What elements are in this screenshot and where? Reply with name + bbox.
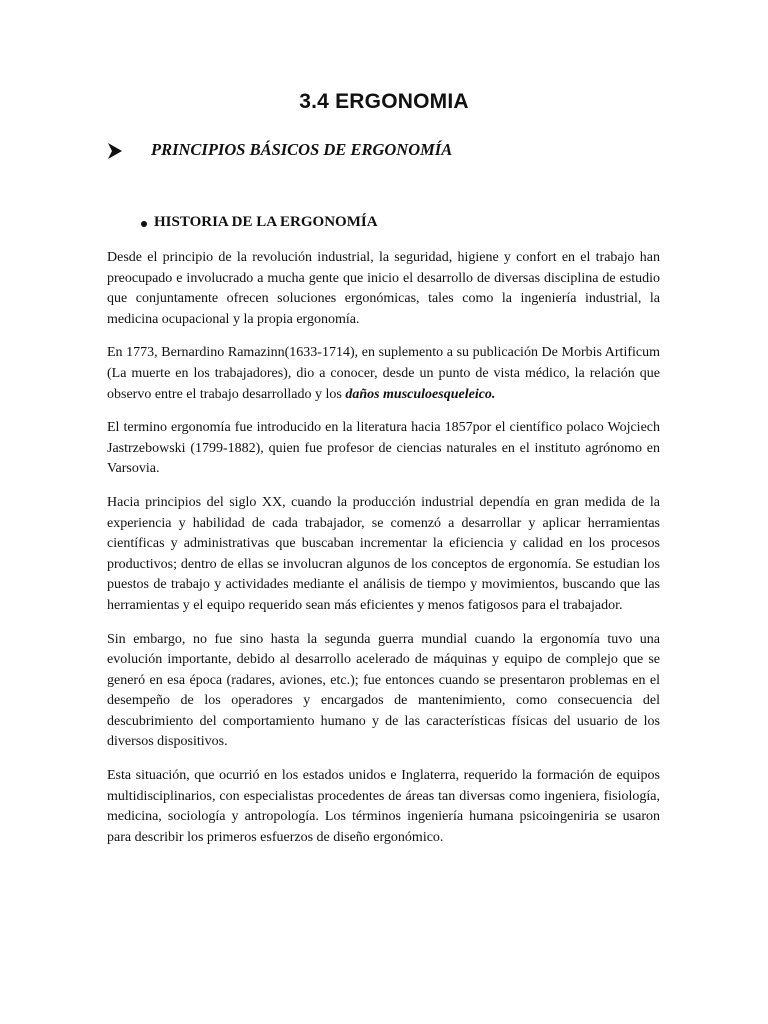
round-bullet-icon <box>141 221 147 227</box>
subheading: PRINCIPIOS BÁSICOS DE ERGONOMÍA <box>151 140 453 159</box>
paragraph-2-text: En 1773, Bernardino Ramazinn(1633-1714), en suplemento a su publicación De Morbis Artificum (La muerte en los trabajadores), dio a conocer, desde un punto de vista médico, la relación que observo entre el trabajo desarrollado y los <box>107 345 660 402</box>
subheading-row <box>107 139 667 165</box>
section-heading-row <box>137 214 637 236</box>
section-heading: HISTORIA DE LA ERGONOMÍA <box>154 214 378 230</box>
paragraph-2 <box>107 343 660 405</box>
paragraph-3: El termino ergonomía fue introducido en la literatura hacia 1857por el científico polaco Wojciech Jastrzebowski (1799-1882), quien fue profesor de ciencias naturales en el instituto agrónomo en Varsovia. <box>107 420 660 477</box>
paragraph-1: Desde el principio de la revolución industrial, la seguridad, higiene y confort en el trabajo han preocupado e involucrado a mucha gente que inicio el desarrollo de diversas disciplina de estudio que conjuntamente ofrecen soluciones ergonómicas, tales como la ingeniería industrial, la medicina ocupacional y la propia ergonomía. <box>107 250 660 327</box>
page-title: 3.4 ERGONOMIA <box>299 90 469 113</box>
arrowhead-bullet-icon <box>107 142 123 160</box>
body-text <box>107 248 660 861</box>
paragraph-2-emphasis: daños musculoesqueleico. <box>345 386 496 402</box>
paragraph-6: Esta situación, que ocurrió en los estados unidos e Inglaterra, requerido la formación de equipos multidisciplinarios, con especialistas procedentes de áreas tan diversas como ingeniera, fisiología, medicina, sociología y antropología. Los términos ingeniería humana psicoingeniria se usaron para describir los primeros esfuerzos de diseño ergonómico. <box>107 768 660 845</box>
paragraph-4: Hacia principios del siglo XX, cuando la producción industrial dependía en gran medida de la experiencia y habilidad de cada trabajador, se comenzó a desarrollar y aplicar herramientas científicas y administrativas que buscaban incrementar la eficiencia y calidad en los procesos productivos; dentro de ellas se involucran algunos de los conceptos de ergonomía. Se estudian los puestos de trabajo y actividades mediante el análisis de tiempo y movimientos, buscando que las herramientas y el equipo requerido sean más eficientes y menos fatigosos para el trabajador. <box>107 494 660 613</box>
paragraph-5: Sin embargo, no fue sino hasta la segunda guerra mundial cuando la ergonomía tuvo una evolución importante, debido al desarrollo acelerado de máquinas y equipo de complejo que se generó en esa época (radares, aviones, etc.); fue entonces cuando se presentaron problemas en el desempeño de los operadores y encargados de mantenimiento, como consecuencia del descubrimiento del comportamiento humano y de las características físicas del usuario de los diversos dispositivos. <box>107 631 660 750</box>
